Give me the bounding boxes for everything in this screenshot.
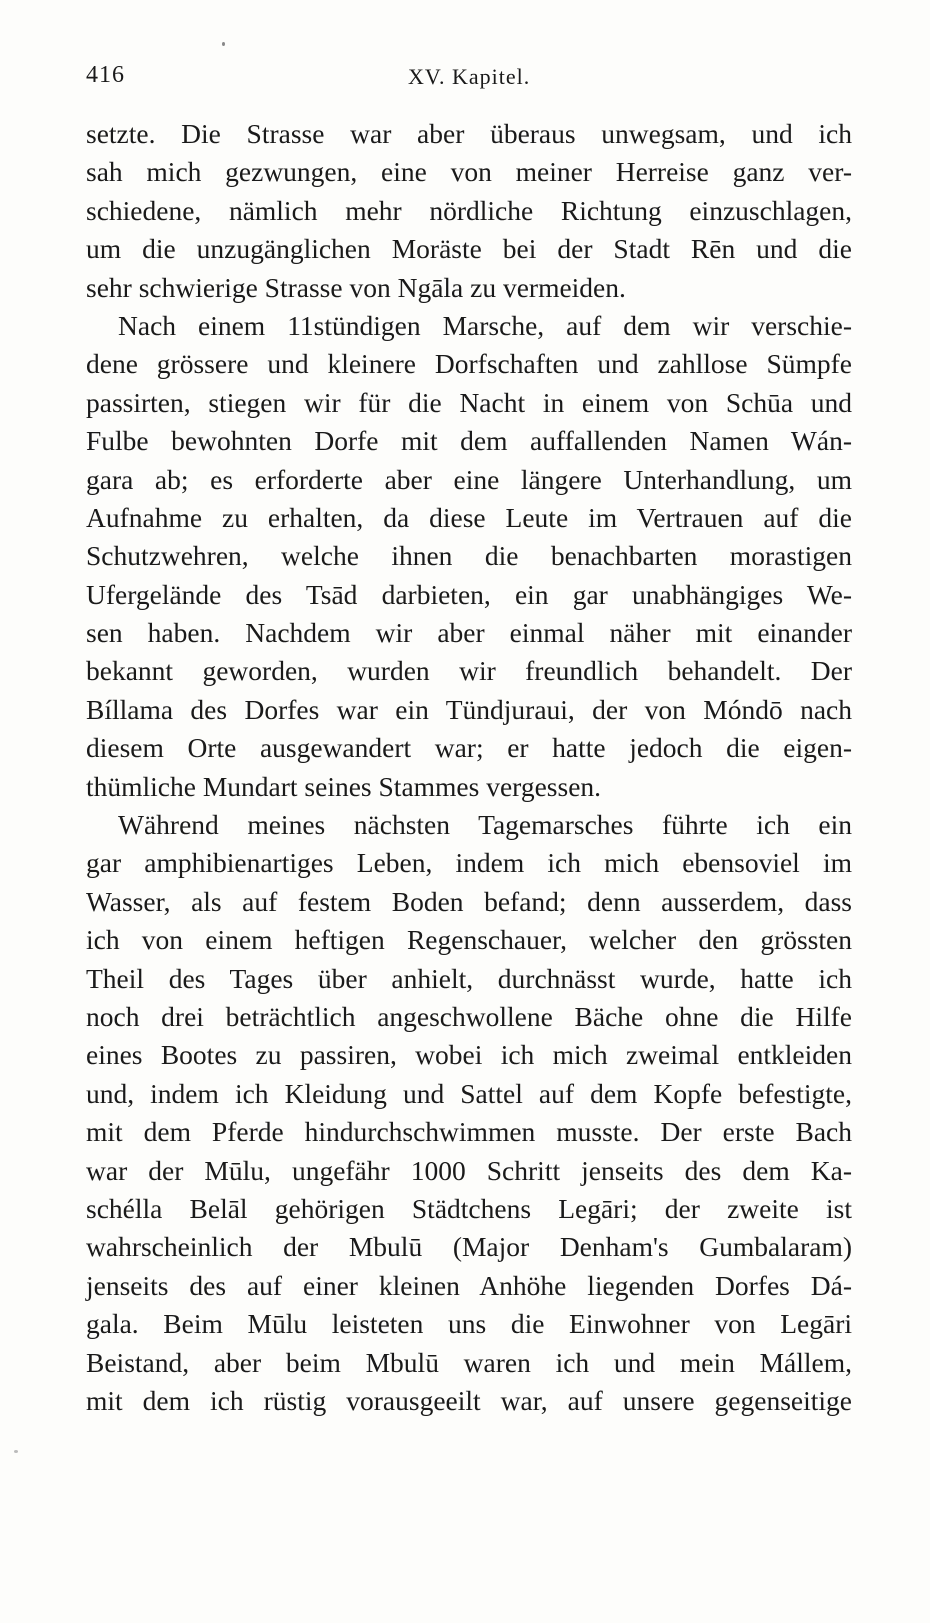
text-line: noch drei beträchtlich angeschwollene Bäche ohne die Hilfe [86, 1000, 852, 1032]
ink-speck [14, 1450, 18, 1453]
text-line: um die unzugänglichen Moräste bei der Stadt Rēn und die [86, 233, 852, 265]
ink-speck [222, 42, 225, 46]
paragraph [86, 115, 852, 307]
text-line: gara ab; es erforderte aber eine längere Unterhandlung, um [86, 463, 852, 495]
text-line: sah mich gezwungen, eine von meiner Herreise ganz ver- [86, 156, 852, 188]
text-line: Bíllama des Dorfes war ein Tündjuraui, der von Móndō nach [86, 693, 852, 725]
text-line: sen haben. Nachdem wir aber einmal näher mit einander [86, 617, 852, 649]
text-line: wahrscheinlich der Mbulū (Major Denham's Gumbalaram) [86, 1231, 852, 1263]
text-line: Aufnahme zu erhalten, da diese Leute im Vertrauen auf die [86, 501, 852, 533]
page-header [86, 62, 848, 98]
paragraph [86, 806, 852, 1420]
text-line: setzte. Die Strasse war aber überaus unwegsam, und ich [86, 118, 852, 149]
body-text [86, 115, 852, 1420]
text-line: Fulbe bewohnten Dorfe mit dem auffallenden Namen Wán- [86, 425, 852, 457]
text-line: Beistand, aber beim Mbulū waren ich und mein Mállem, [86, 1346, 852, 1378]
text-line: war der Mūlu, ungefähr 1000 Schritt jenseits des dem Ka- [86, 1154, 852, 1186]
text-line: schélla Belāl gehörigen Städtchens Legāri; der zweite ist [86, 1192, 852, 1224]
text-line: Ufergelände des Tsād darbieten, ein gar unabhängiges We- [86, 578, 852, 610]
running-head: XV. Kapitel. [408, 64, 531, 89]
text-line: thümliche Mundart seines Stammes vergessen. [86, 770, 602, 802]
text-line: schiedene, nämlich mehr nördliche Richtung einzuschlagen, [86, 194, 852, 226]
text-line: gala. Beim Mūlu leisteten uns die Einwohner von Legāri [86, 1308, 852, 1340]
text-line: Schutzwehren, welche ihnen die benachbarten morastigen [86, 540, 852, 572]
text-line: ich von einem heftigen Regenschauer, welcher den grössten [86, 924, 852, 956]
text-line: sehr schwierige Strasse von Ngāla zu vermeiden. [86, 271, 626, 303]
text-line: und, indem ich Kleidung und Sattel auf dem Kopfe befestigte, [86, 1077, 852, 1109]
text-line: passirten, stiegen wir für die Nacht in einem von Schūa und [86, 386, 852, 418]
text-line: mit dem Pferde hindurchschwimmen musste. Der erste Bach [86, 1116, 852, 1148]
text-line: gar amphibienartiges Leben, indem ich mich ebensoviel im [86, 847, 852, 879]
text-line: bekannt geworden, wurden wir freundlich behandelt. Der [86, 655, 852, 687]
paragraph [86, 307, 852, 806]
text-line: Nach einem 11stündigen Marsche, auf dem wir verschie- [118, 309, 852, 341]
text-line: eines Bootes zu passiren, wobei ich mich zweimal entkleiden [86, 1039, 852, 1071]
text-line: dene grössere und kleinere Dorfschaften und zahllose Sümpfe [86, 348, 852, 380]
text-line: mit dem ich rüstig vorausgeeilt war, auf unsere gegenseitige [86, 1384, 852, 1416]
page-number: 416 [86, 62, 125, 88]
text-line: diesem Orte ausgewandert war; er hatte jedoch die eigen- [86, 732, 852, 764]
text-line: Während meines nächsten Tagemarsches führte ich ein [118, 809, 852, 841]
text-line: Theil des Tages über anhielt, durchnässt wurde, hatte ich [86, 962, 852, 994]
text-line: Wasser, als auf festem Boden befand; denn ausserdem, dass [86, 885, 852, 917]
text-line: jenseits des auf einer kleinen Anhöhe liegenden Dorfes Dá- [86, 1269, 852, 1301]
